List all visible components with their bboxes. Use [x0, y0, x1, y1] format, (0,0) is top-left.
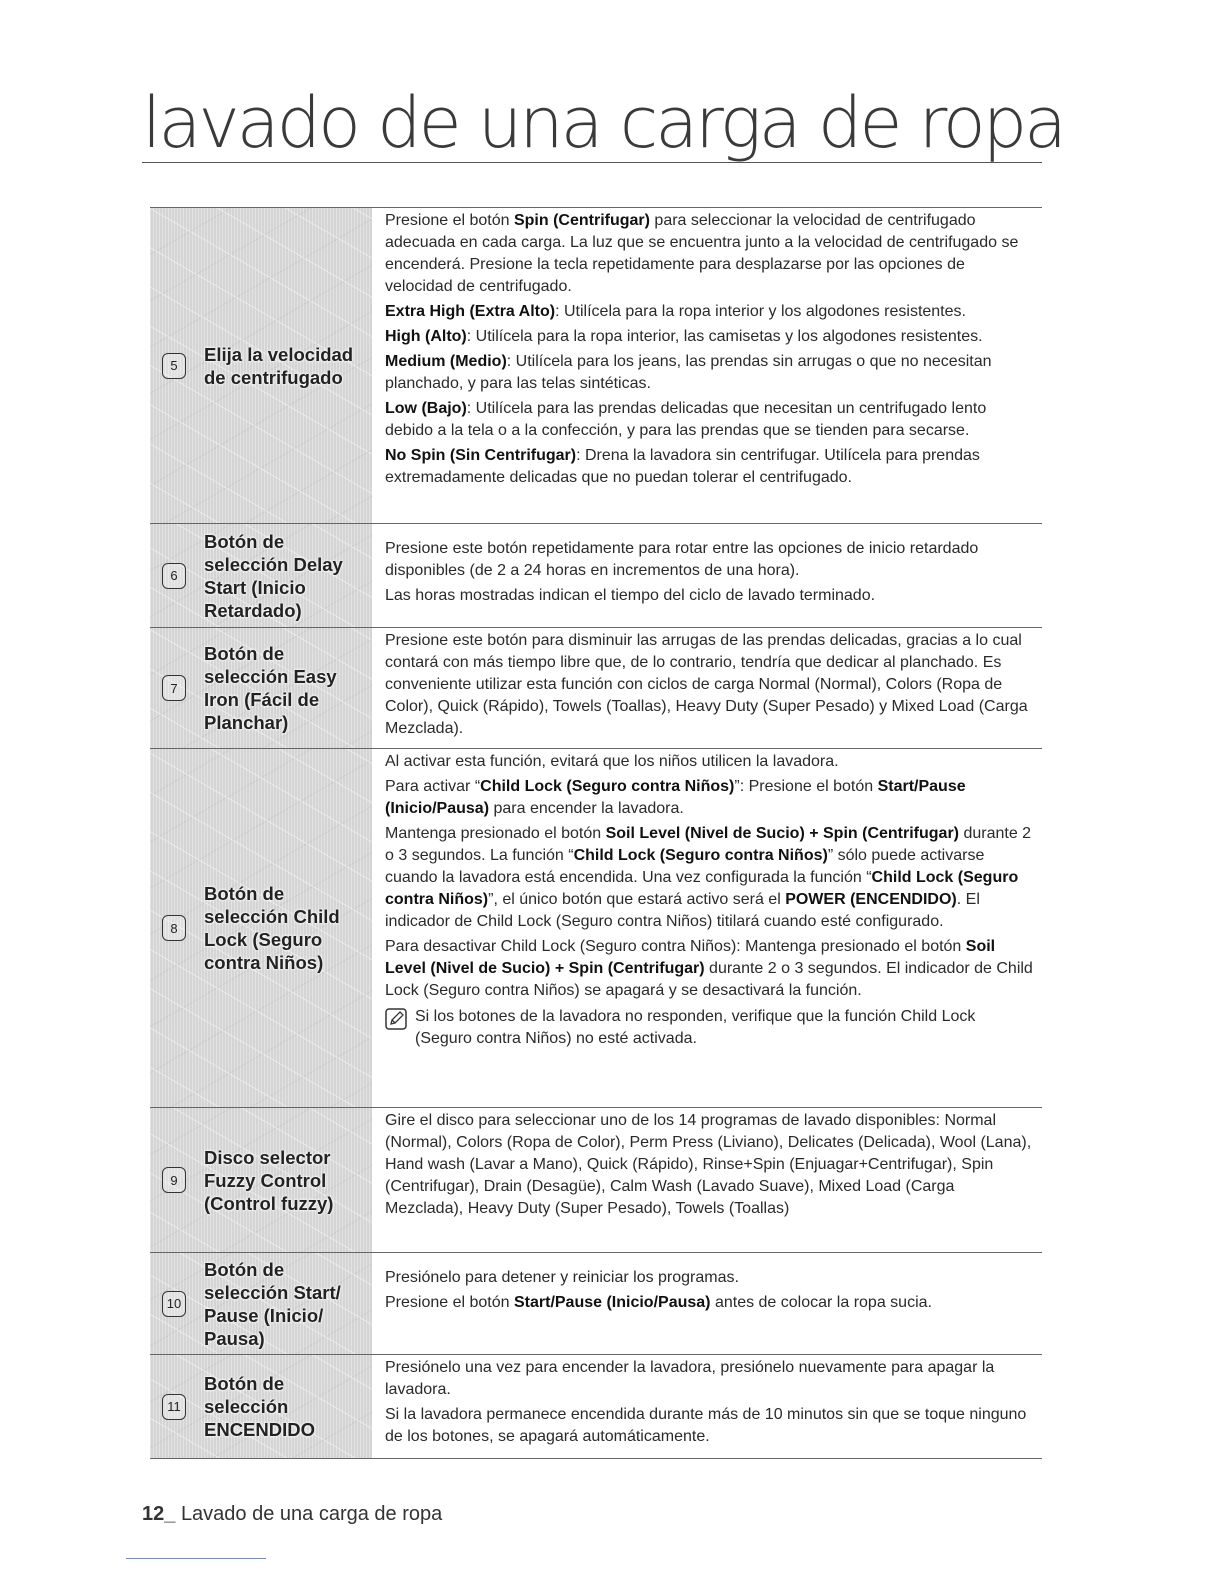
bold-term: Child Lock (Seguro contra Niños)	[573, 847, 828, 864]
bold-term: Child Lock (Seguro contra Niños)	[385, 869, 1019, 908]
feature-label: Botón de selección Start/ Pause (Inicio/ Pausa)	[204, 1258, 341, 1349]
text-segment: Gire el disco para seleccionar uno de los 14 programas de lavado disponibles: Normal (Normal), Colors (Ropa de Color), Perm Press (Liviano), Delicates (Delicada), Wool (Lana), Hand wash (Lavar a Mano), Quick (Rápido), Rinse+Spin (Enjuagar+Centrifugar), Spin (Centrifugar), Drain (Desagüe), Calm Wash (Lavado Suave), Mixed Load (Carga Mezclada), Heavy Duty (Super Pesado), Towels (Toallas)	[385, 1112, 1032, 1217]
text-segment: durante 2 o 3 segundos. El indicador de Child Lock (Seguro contra Niños) se apagará y se desactivará la función.	[385, 960, 1033, 999]
step-number-badge: 7	[162, 675, 186, 701]
feature-description	[372, 1108, 1042, 1252]
feature-label-cell	[150, 208, 372, 523]
feature-row	[150, 1354, 1042, 1459]
feature-label-cell	[150, 628, 372, 748]
bold-term: Soil Level (Nivel de Sucio) + Spin (Centrifugar)	[605, 825, 959, 842]
feature-row	[150, 207, 1042, 523]
step-number-badge: 9	[162, 1167, 186, 1193]
description-paragraph	[385, 1404, 1036, 1448]
text-segment: antes de colocar la ropa sucia.	[710, 1294, 932, 1311]
bold-term: Medium (Medio)	[385, 353, 507, 370]
feature-description	[372, 628, 1042, 748]
feature-label-cell	[150, 1355, 372, 1458]
feature-row	[150, 748, 1042, 1107]
text-segment: Si la lavadora permanece encendida durante más de 10 minutos sin que se toque ninguno de los botones, se apagará automáticamente.	[385, 1406, 1027, 1445]
description-paragraph	[385, 538, 1036, 582]
description-paragraph	[385, 1292, 1036, 1314]
feature-row	[150, 523, 1042, 627]
feature-label: Botón de selección Child Lock (Seguro contra Niños)	[204, 883, 340, 973]
text-segment: ” sólo puede activarse cuando la lavadora está encendida. Una vez configurada la función “	[385, 847, 985, 886]
text-segment: Para desactivar Child Lock (Seguro contra Niños): Mantenga presionado el botón	[385, 938, 966, 955]
description-paragraph	[385, 326, 1036, 348]
step-number-badge: 11	[162, 1394, 186, 1420]
feature-row	[150, 627, 1042, 748]
feature-label: Botón de selección Easy Iron (Fácil de Planchar)	[204, 643, 337, 733]
bold-term: Start/Pause (Inicio/Pausa)	[385, 778, 966, 817]
note-text: Si los botones de la lavadora no responden, verifique que la función Child Lock (Seguro contra Niños) no esté activada.	[415, 1008, 976, 1047]
bold-term: No Spin (Sin Centrifugar)	[385, 447, 577, 464]
text-segment: : Utilícela para la ropa interior y los algodones resistentes.	[555, 303, 966, 320]
feature-label-cell	[150, 749, 372, 1107]
bold-term: Child Lock (Seguro contra Niños)	[480, 778, 735, 795]
feature-label-cell	[150, 524, 372, 627]
step-number-badge: 6	[162, 563, 186, 589]
feature-label-cell	[150, 1108, 372, 1252]
bold-term: Extra High (Extra Alto)	[385, 303, 556, 320]
text-segment: . El indicador de Child Lock (Seguro contra Niños) titilará cuando esté configurado.	[385, 891, 980, 930]
feature-label: Disco selector Fuzzy Control (Control fuzzy)	[204, 1146, 334, 1214]
bold-term: Spin (Centrifugar)	[513, 212, 650, 229]
text-segment: Presiónelo una vez para encender la lavadora, presiónelo nuevamente para apagar la lavadora.	[385, 1359, 995, 1398]
text-segment: ”: Presione el botón	[734, 778, 878, 795]
description-paragraph	[385, 823, 1036, 933]
bold-term: High (Alto)	[385, 328, 467, 345]
text-segment: ”, el único botón que estará activo será el	[488, 891, 786, 908]
feature-row	[150, 1107, 1042, 1252]
text-segment: : Drena la lavadora sin centrifugar. Utilícela para prendas extremadamente delicadas que no puedan tolerar el centrifugado.	[385, 447, 980, 486]
footer-divider	[126, 1558, 266, 1559]
feature-label: Elija la velocidad de centrifugado	[204, 343, 354, 388]
description-paragraph	[385, 1267, 1036, 1289]
description-paragraph	[385, 776, 1036, 820]
feature-label-cell	[150, 1253, 372, 1354]
description-paragraph	[385, 585, 1036, 607]
text-segment: Presione este botón repetidamente para rotar entre las opciones de inicio retardado disponibles (de 2 a 24 horas en incrementos de una hora).	[385, 540, 979, 579]
description-paragraph	[385, 751, 1036, 773]
text-segment: Presione el botón	[385, 1294, 514, 1311]
instructions-table	[150, 207, 1042, 1459]
page-number: 12_	[142, 1503, 176, 1525]
bold-term: Soil Level (Nivel de Sucio) + Spin (Centrifugar)	[385, 938, 996, 977]
description-paragraph	[385, 936, 1036, 1002]
feature-label: Botón de selección Delay Start (Inicio Retardado)	[204, 530, 343, 621]
text-segment: Mantenga presionado el botón	[385, 825, 606, 842]
page-title: lavado de una carga de ropa	[142, 82, 1065, 164]
text-segment: durante 2 o 3 segundos. La función “	[385, 825, 1032, 864]
text-segment: : Utilícela para las prendas delicadas que necesitan un centrifugado lento debido a la tela o a la confección, y para las prendas que se tienden para secarse.	[385, 400, 987, 439]
feature-description	[372, 1253, 1042, 1354]
feature-description	[372, 1355, 1042, 1458]
text-segment: Las horas mostradas indican el tiempo del ciclo de lavado terminado.	[385, 587, 876, 604]
description-paragraph	[385, 1357, 1036, 1401]
text-segment: Presione este botón para disminuir las arrugas de las prendas delicadas, gracias a lo cual contará con más tiempo libre que, de lo contrario, tendría que dedicar al planchado. Es conveniente utilizar esta función con ciclos de carga Normal (Normal), Colors (Ropa de Color), Quick (Rápido), Towels (Toallas), Heavy Duty (Super Pesado) y Mixed Load (Carga Mezclada).	[385, 632, 1028, 737]
bold-term: Low (Bajo)	[385, 400, 467, 417]
text-segment: : Utilícela para la ropa interior, las camisetas y los algodones resistentes.	[466, 328, 983, 345]
text-segment: Al activar esta función, evitará que los niños utilicen la lavadora.	[385, 753, 839, 770]
step-number-badge: 10	[162, 1291, 186, 1317]
text-segment: Presiónelo para detener y reiniciar los programas.	[385, 1269, 739, 1286]
text-segment: para encender la lavadora.	[489, 800, 684, 817]
feature-description	[372, 524, 1042, 627]
description-paragraph	[385, 630, 1036, 740]
footer-title: Lavado de una carga de ropa	[180, 1503, 443, 1525]
note-pencil-icon	[385, 1008, 407, 1030]
bold-term: POWER (ENCENDIDO)	[785, 891, 957, 908]
bold-term: Start/Pause (Inicio/Pausa)	[513, 1294, 711, 1311]
description-paragraph	[385, 351, 1036, 395]
feature-description	[372, 208, 1042, 523]
description-paragraph	[385, 301, 1036, 323]
description-paragraph	[385, 210, 1036, 298]
feature-label: Botón de selección ENCENDIDO	[204, 1373, 316, 1440]
text-segment: : Utilícela para los jeans, las prendas sin arrugas o que no necesitan planchado, y para las telas sintéticas.	[385, 353, 992, 392]
step-number-badge: 5	[162, 353, 186, 379]
description-paragraph	[385, 445, 1036, 489]
feature-description	[372, 749, 1042, 1107]
text-segment: para seleccionar la velocidad de centrifugado adecuada en cada carga. La luz que se encuentra junto a la velocidad de centrifugado se encenderá. Presione la tecla repetidamente para desplazarse por las opciones de velocidad de centrifugado.	[385, 212, 1019, 295]
feature-row	[150, 1252, 1042, 1354]
text-segment: Presione el botón	[385, 212, 514, 229]
step-number-badge: 8	[162, 915, 186, 941]
page-footer	[142, 1503, 442, 1526]
text-segment: Para activar “	[385, 778, 481, 795]
note	[385, 1006, 1036, 1050]
description-paragraph	[385, 1110, 1036, 1220]
description-paragraph	[385, 398, 1036, 442]
